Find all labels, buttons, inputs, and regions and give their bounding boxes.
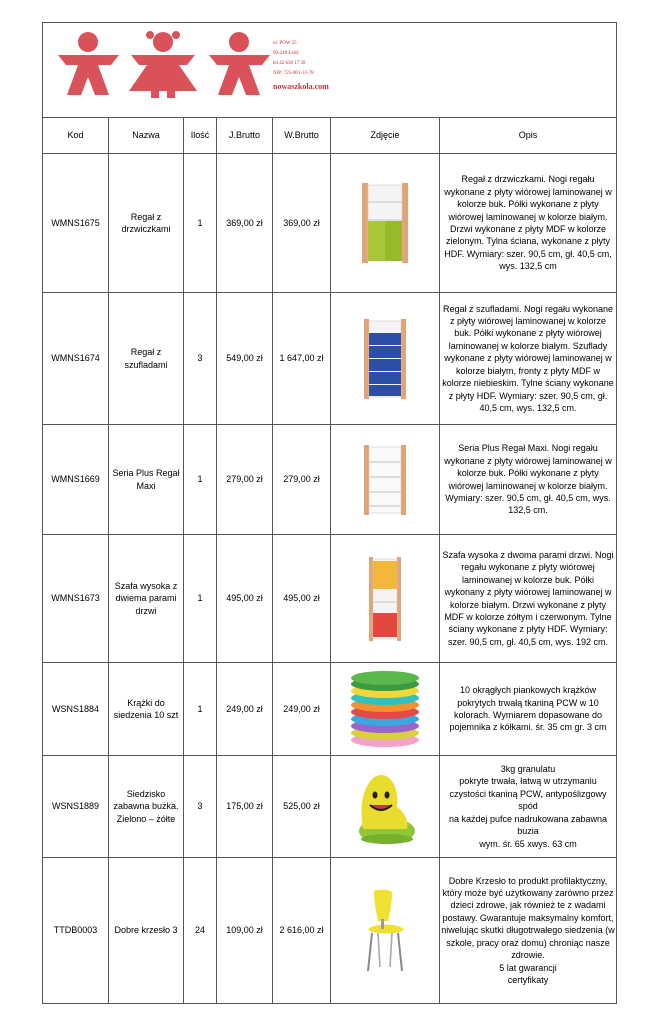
cell-jbrutto: 249,00 zł (217, 663, 273, 756)
col-header-jbrutto: J.Brutto (217, 118, 273, 154)
product-image-shelf-open (363, 445, 407, 515)
address-line: ul. POW 25 (273, 41, 297, 46)
cell-kod: WSNS1889 (43, 756, 109, 858)
cell-nazwa: Szafa wysoka z dwiema parami drzwi (109, 535, 184, 663)
cell-kod: WMNS1674 (43, 293, 109, 425)
opis-line: Dobre Krzesło to produkt profilaktyczny, który może być użytkowany zarówno przez dzieci zdrowe, jak również te z wadami postawy. Gwarantuje maksymalny komfort, niwelując skutki długotrwałego siedzenia (w szkole, pracy oraz domu) chroniąc nasze zdrowie. (441, 875, 615, 961)
cell-jbrutto: 279,00 zł (217, 425, 273, 535)
cell-kod: WMNS1669 (43, 425, 109, 535)
cell-opis: Regał z drzwiczkami. Nogi regału wykonane z płyty wiórowej laminowanej w kolorze buk. Półki wykonane z płyty wiórowej laminowanej w kolorze białym. Drzwi wykonane z płyty MDF w kolorze zielonym. Tylna ściana, wykonane z płyty HDF. Wymiary: szer. 90,5 cm, gł. 40,5 cm, wys. 132,5 cm (440, 154, 617, 293)
table-header-row (43, 118, 617, 154)
cell-nazwa: Dobre krzesło 3 (109, 858, 184, 1004)
cell-ilosc: 1 (184, 663, 217, 756)
table-row (43, 663, 617, 756)
cell-ilosc: 1 (184, 154, 217, 293)
cell-wbrutto: 525,00 zł (273, 756, 331, 858)
cell-zdjecie (331, 293, 440, 425)
product-image-shelf-green-doors (360, 183, 410, 263)
table-row (43, 535, 617, 663)
cell-ilosc: 3 (184, 756, 217, 858)
col-header-zdjecie: Zdjęcie (331, 118, 440, 154)
product-image-beanbag-smiley (353, 767, 417, 847)
company-address (273, 39, 329, 95)
cell-wbrutto: 2 616,00 zł (273, 858, 331, 1004)
cell-zdjecie (331, 663, 440, 756)
cell-kod: WMNS1673 (43, 535, 109, 663)
cell-opis: 10 okrągłych piankowych krążków pokrytych trwałą tkaniną PCW w 10 kolorach. Wymiarem dopasowane do pojemnika z kółkami. śr. 35 cm gr. 3 cm (440, 663, 617, 756)
table-row (43, 154, 617, 293)
cell-nazwa: Krążki do siedzenia 10 szt (109, 663, 184, 756)
address-line: tel.42 638 17 28 (273, 61, 306, 66)
document (42, 22, 616, 1004)
cell-wbrutto: 369,00 zł (273, 154, 331, 293)
table-row (43, 425, 617, 535)
product-image-shelf-blue-drawers (363, 319, 407, 399)
col-header-wbrutto: W.Brutto (273, 118, 331, 154)
opis-line: pokryte trwała, łatwą w utrzymaniu czystości tkaniną PCW, antypoślizgowy spód (449, 776, 607, 812)
cell-wbrutto: 495,00 zł (273, 535, 331, 663)
product-image-chair-yellow (362, 889, 408, 973)
opis-line: 5 lat gwarancji (499, 962, 557, 973)
cell-opis: Szafa wysoka z dwoma parami drzwi. Nogi regału wykonane z płyty wiórowej laminowanej w kolorze buk. Półki wykonany z płyty wiórowej laminowanej w kolorze białym. Drzwi wykonane z płyty MDF w kolorze żółtym i czerwonym. Tylne ściany wykonane z płyty HDF. Wymiary: szer. 90,5 cm, gł. 40,5 cm, wys. 192 cm. (440, 535, 617, 663)
cell-ilosc: 24 (184, 858, 217, 1004)
cell-kod: TTDB0003 (43, 858, 109, 1004)
cell-jbrutto: 495,00 zł (217, 535, 273, 663)
cell-nazwa: Regał z szufladami (109, 293, 184, 425)
product-table (42, 22, 617, 1004)
cell-nazwa: Siedzisko zabawna bużka. Zielono – żółte (109, 756, 184, 858)
cell-zdjecie (331, 756, 440, 858)
table-row (43, 756, 617, 858)
address-line: 90-248 Łódź (273, 51, 299, 56)
opis-line: wym. śr. 65 xwys. 63 cm (479, 838, 577, 849)
cell-opis: Regał z szufladami. Nogi regału wykonane z płyty wiórowej laminowanej w kolorze buk. Półki wykonane z płyty wiórowej laminowanej w kolorze białym. Szuflady wykonane z płyty wiórowej laminowanej w kolorze białym, fronty z płyty MDF w kolorze niebieskim. Tylne ściany wykonane z płyty HDF. Wymiary: szer. 90,5 cm, gł. 40,5 cm, wys. 132,5 cm. (440, 293, 617, 425)
table-row (43, 858, 617, 1004)
cell-opis: Seria Plus Regał Maxi. Nogi regału wykonane z płyty wiórowej laminowanej w kolorze buk. Półki wykonane z płyty wiórowej laminowanej w kolorze białym. Wymiary: szer. 90,5 cm, gł. 40,5 cm, wys. 132,5 cm. (440, 425, 617, 535)
opis-line: certyfikaty (507, 974, 549, 985)
cell-zdjecie (331, 858, 440, 1004)
cell-jbrutto: 369,00 zł (217, 154, 273, 293)
opis-line: 3kg granulatu (500, 764, 556, 775)
product-image-seat-cushions-stack (349, 670, 421, 748)
cell-kod: WMNS1675 (43, 154, 109, 293)
product-image-wardrobe-yellow-red (368, 557, 402, 641)
cell-ilosc: 1 (184, 535, 217, 663)
cell-jbrutto: 175,00 zł (217, 756, 273, 858)
col-header-kod: Kod (43, 118, 109, 154)
cell-nazwa: Seria Plus Regał Maxi (109, 425, 184, 535)
cell-wbrutto: 249,00 zł (273, 663, 331, 756)
col-header-opis: Opis (440, 118, 617, 154)
cell-wbrutto: 279,00 zł (273, 425, 331, 535)
cell-nazwa: Regał z drzwiczkami (109, 154, 184, 293)
letterhead-row (43, 23, 617, 118)
company-website[interactable]: nowaszkola.com (273, 82, 329, 91)
cell-ilosc: 3 (184, 293, 217, 425)
cell-zdjecie (331, 535, 440, 663)
cell-opis (440, 756, 617, 858)
cell-zdjecie (331, 154, 440, 293)
opis-line: na każdej pufce nadrukowana zabawna buzia (448, 813, 608, 837)
table-row (43, 293, 617, 425)
cell-ilosc: 1 (184, 425, 217, 535)
letterhead (43, 23, 617, 118)
col-header-ilosc: Ilość (184, 118, 217, 154)
cell-opis (440, 858, 617, 1004)
address-line: NIP: 725-001-33-78 (273, 71, 314, 76)
cell-zdjecie (331, 425, 440, 535)
cell-kod: WSNS1884 (43, 663, 109, 756)
col-header-nazwa: Nazwa (109, 118, 184, 154)
cell-jbrutto: 109,00 zł (217, 858, 273, 1004)
cell-jbrutto: 549,00 zł (217, 293, 273, 425)
cell-wbrutto: 1 647,00 zł (273, 293, 331, 425)
